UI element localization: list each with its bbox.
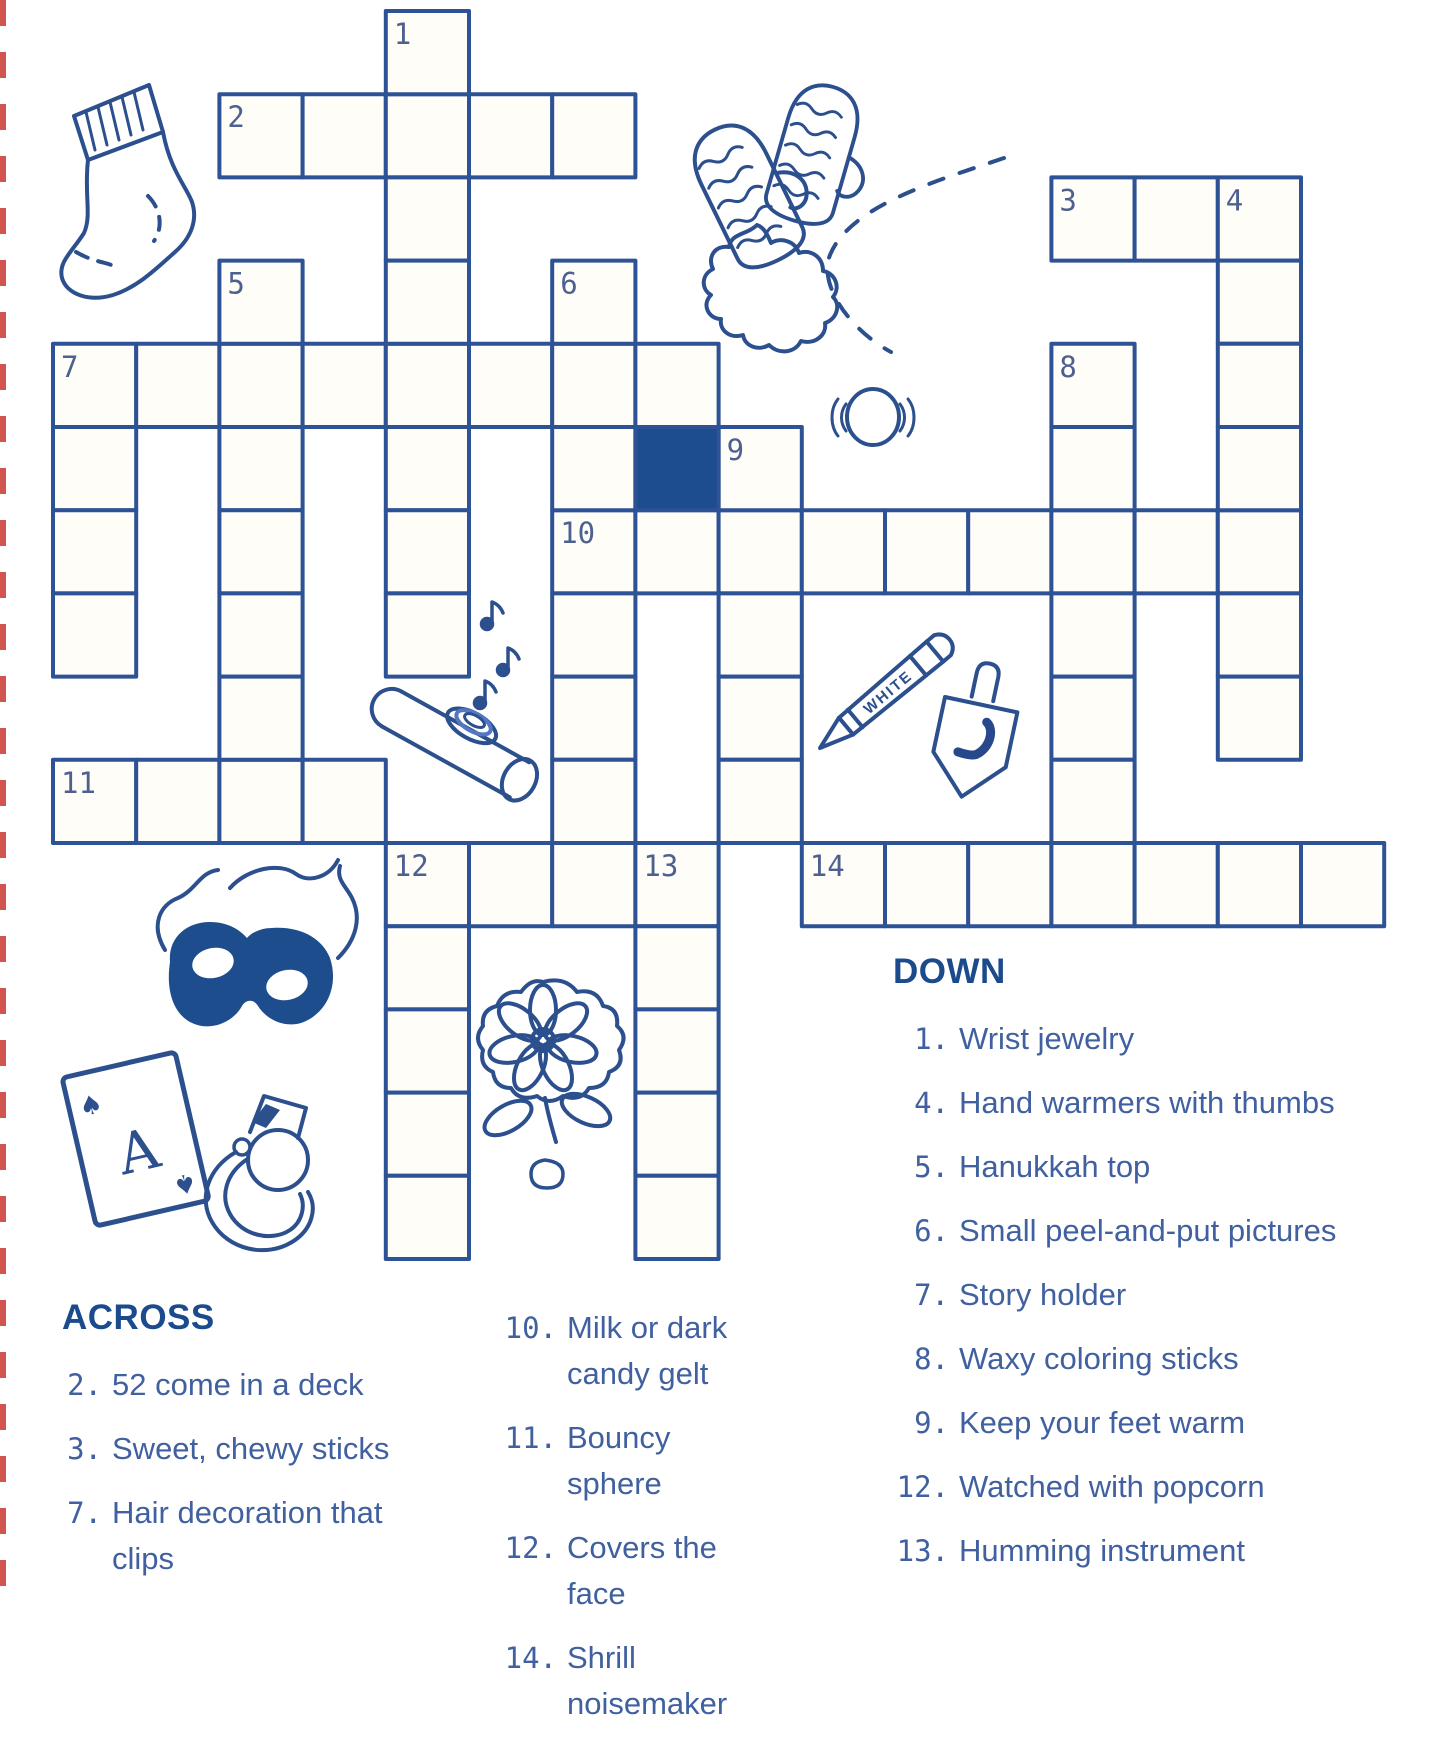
grid-cell[interactable] xyxy=(552,427,635,510)
grid-cell[interactable] xyxy=(53,593,136,676)
mask-icon xyxy=(158,860,357,1026)
flower-sticker-icon xyxy=(478,980,624,1188)
clue-text: Keep your feet warm xyxy=(959,1405,1246,1440)
grid-cell[interactable] xyxy=(303,94,386,177)
cell-number: 6 xyxy=(560,266,578,301)
grid-cell[interactable] xyxy=(1218,344,1301,427)
grid-cell[interactable] xyxy=(386,177,469,260)
grid-cell[interactable] xyxy=(1135,510,1218,593)
grid-cell[interactable] xyxy=(635,1009,718,1092)
grid-cell[interactable] xyxy=(469,843,552,926)
grid-cell[interactable] xyxy=(885,843,968,926)
clue-text: Hair decoration that clips xyxy=(112,1495,383,1576)
grid-cell[interactable] xyxy=(635,1176,718,1259)
grid-cell[interactable] xyxy=(1301,843,1384,926)
cell-number: 2 xyxy=(227,100,245,135)
clue-text: Hanukkah top xyxy=(959,1149,1151,1184)
clue-item xyxy=(893,1016,1437,1062)
grid-cell[interactable] xyxy=(53,510,136,593)
clue-text: Wrist jewelry xyxy=(959,1021,1135,1056)
ace-card-icon xyxy=(62,1052,209,1226)
grid-cell[interactable] xyxy=(136,344,219,427)
grid-cell[interactable] xyxy=(1218,427,1301,510)
cell-number: 7 xyxy=(61,349,79,384)
cell-number: 12 xyxy=(393,849,429,883)
clue-item xyxy=(893,1272,1437,1318)
mittens-icon xyxy=(682,77,885,275)
grid-cell[interactable] xyxy=(719,760,802,843)
spade-icon: ♠ xyxy=(170,1165,200,1201)
grid-cell[interactable] xyxy=(303,760,386,843)
bounce-path-icon xyxy=(827,158,1004,352)
grid-cell[interactable] xyxy=(1051,843,1134,926)
grid-cell[interactable] xyxy=(386,510,469,593)
grid-cell[interactable] xyxy=(635,1093,718,1176)
clue-text: Covers the face xyxy=(567,1530,717,1611)
grid-cell[interactable] xyxy=(1135,177,1218,260)
clue-item xyxy=(62,1426,430,1472)
grid-cell[interactable] xyxy=(635,510,718,593)
grid-cell[interactable] xyxy=(469,94,552,177)
cell-number: 13 xyxy=(643,849,679,883)
clue-text: Bouncy sphere xyxy=(567,1420,671,1501)
grid-cell[interactable] xyxy=(1051,677,1134,760)
grid-cell[interactable] xyxy=(719,593,802,676)
clue-number: 8. xyxy=(914,1342,949,1376)
clue-number: 2. xyxy=(67,1368,102,1402)
clue-number: 4. xyxy=(914,1086,949,1120)
clue-number: 5. xyxy=(914,1150,949,1184)
down-header: DOWN xyxy=(893,952,1006,991)
grid-cell[interactable] xyxy=(1218,593,1301,676)
grid-cell[interactable] xyxy=(469,344,552,427)
clue-item xyxy=(497,1415,759,1507)
clue-text: Hand warmers with thumbs xyxy=(959,1085,1335,1120)
clue-number: 1. xyxy=(914,1022,949,1056)
clue-item xyxy=(893,1336,1437,1382)
clue-item xyxy=(497,1525,759,1617)
clue-item xyxy=(893,1144,1437,1190)
grid-cell[interactable] xyxy=(386,344,469,427)
cell-number: 10 xyxy=(560,516,596,551)
clue-text: Watched with popcorn xyxy=(959,1469,1265,1504)
across-clues-continued xyxy=(497,1305,759,1745)
cell-number: 3 xyxy=(1059,183,1077,218)
grid-cell[interactable] xyxy=(802,510,885,593)
crayon-label: WHITE xyxy=(860,667,917,718)
grid-cell[interactable] xyxy=(1051,427,1134,510)
grid-cell[interactable] xyxy=(386,94,469,177)
grid-cell[interactable] xyxy=(552,677,635,760)
grid-cell[interactable] xyxy=(1051,760,1134,843)
grid-cell[interactable] xyxy=(386,593,469,676)
grid-cell[interactable] xyxy=(219,510,302,593)
grid-cell[interactable] xyxy=(968,510,1051,593)
grid-cell[interactable] xyxy=(303,344,386,427)
grid-cell[interactable] xyxy=(219,760,302,843)
clue-item xyxy=(497,1635,759,1727)
across-header: ACROSS xyxy=(62,1298,215,1337)
grid-cell[interactable] xyxy=(1051,593,1134,676)
down-clues xyxy=(893,952,1437,1592)
grid-cell[interactable] xyxy=(552,593,635,676)
clue-number: 7. xyxy=(914,1278,949,1312)
clue-number: 10. xyxy=(504,1311,557,1345)
grid-cell[interactable] xyxy=(53,427,136,510)
clue-number: 11. xyxy=(504,1421,557,1455)
grid-cell[interactable] xyxy=(136,760,219,843)
grid-cell[interactable] xyxy=(386,1009,469,1092)
clue-item xyxy=(893,1080,1437,1126)
clue-item xyxy=(893,1400,1437,1446)
grid-cell[interactable] xyxy=(1218,510,1301,593)
cell-number: 4 xyxy=(1225,183,1244,218)
clue-item xyxy=(893,1528,1437,1574)
music-notes-icon xyxy=(475,602,520,709)
clue-text: Small peel-and-put pictures xyxy=(959,1213,1337,1248)
dreidel-icon xyxy=(925,656,1026,804)
clue-number: 12. xyxy=(896,1470,949,1504)
clue-number: 13. xyxy=(896,1534,949,1568)
card-letter: A xyxy=(111,1115,166,1189)
snow-blob-icon xyxy=(704,225,837,351)
kazoo-icon xyxy=(364,667,552,807)
grid-cell[interactable] xyxy=(1051,510,1134,593)
grid-cell[interactable] xyxy=(219,677,302,760)
clue-number: 6. xyxy=(914,1214,949,1248)
clue-text: Milk or dark candy gelt xyxy=(567,1310,728,1391)
grid-cell[interactable] xyxy=(552,843,635,926)
grid-cell[interactable] xyxy=(885,510,968,593)
grid-cell[interactable] xyxy=(552,94,635,177)
cell-number: 14 xyxy=(809,849,845,883)
clue-number: 9. xyxy=(914,1406,949,1440)
clue-text: Humming instrument xyxy=(959,1533,1245,1568)
cell-number: 1 xyxy=(393,17,412,51)
whistle-icon xyxy=(206,1096,313,1250)
grid-cell[interactable] xyxy=(219,593,302,676)
ball-icon xyxy=(832,389,914,445)
grid-cell[interactable] xyxy=(719,510,802,593)
grid-cell[interactable] xyxy=(386,427,469,510)
sock-icon xyxy=(61,85,194,298)
clue-item xyxy=(497,1305,759,1397)
cell-number: 8 xyxy=(1059,349,1077,384)
clue-text: Story holder xyxy=(959,1277,1127,1312)
cell-number: 11 xyxy=(61,765,96,800)
black-cell xyxy=(635,427,718,510)
clue-text: Sweet, chewy sticks xyxy=(112,1431,390,1466)
grid-cell[interactable] xyxy=(386,261,469,344)
grid-cell[interactable] xyxy=(552,760,635,843)
grid-cell[interactable] xyxy=(1218,843,1301,926)
clue-item xyxy=(62,1362,430,1408)
cell-number: 9 xyxy=(726,433,745,467)
clue-number: 14. xyxy=(504,1641,557,1675)
clue-number: 7. xyxy=(67,1496,102,1530)
grid-cell[interactable] xyxy=(635,344,718,427)
clue-text: 52 come in a deck xyxy=(112,1367,364,1402)
clue-item xyxy=(62,1490,430,1582)
grid-cell[interactable] xyxy=(219,427,302,510)
clue-number: 3. xyxy=(67,1432,102,1466)
grid-cell[interactable] xyxy=(1218,261,1301,344)
grid-cell[interactable] xyxy=(968,843,1051,926)
clue-item xyxy=(893,1464,1437,1510)
clue-number: 12. xyxy=(504,1531,557,1565)
grid-cell[interactable] xyxy=(219,344,302,427)
grid-cell[interactable] xyxy=(386,1176,469,1259)
grid-cell[interactable] xyxy=(1218,677,1301,760)
clue-text: Shrill noisemaker xyxy=(567,1640,728,1721)
grid-cell[interactable] xyxy=(386,926,469,1009)
across-clues xyxy=(62,1298,430,1600)
clue-item xyxy=(893,1208,1437,1254)
spade-icon: ♠ xyxy=(76,1088,106,1124)
grid-cell[interactable] xyxy=(1135,843,1218,926)
clue-text: Waxy coloring sticks xyxy=(959,1341,1239,1376)
cell-number: 5 xyxy=(227,266,245,301)
grid-cell[interactable] xyxy=(386,1093,469,1176)
grid-cell[interactable] xyxy=(635,926,718,1009)
grid-cell[interactable] xyxy=(719,677,802,760)
grid-cell[interactable] xyxy=(552,344,635,427)
